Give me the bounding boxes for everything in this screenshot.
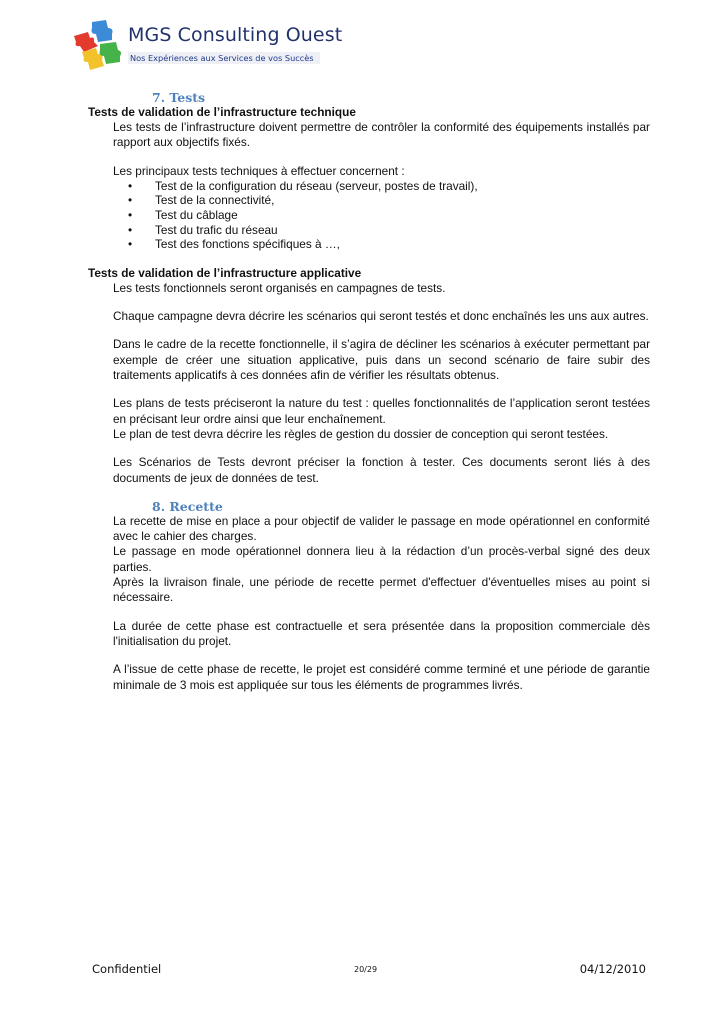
paragraph: Les tests fonctionnels seront organisés en campagnes de tests. (113, 280, 446, 295)
list-item: • Test de la configuration du réseau (serveur, postes de travail), (128, 178, 478, 193)
paragraph: Les Scénarios de Tests devront préciser la fonction à tester. Ces documents seront liés à des documents de jeux de données de test. (113, 455, 650, 485)
paragraph: A l’issue de cette phase de recette, le projet est considéré comme terminé et une période de garantie minimale de 3 mois est appliquée sur tous les éléments de programmes livrés. (113, 662, 650, 692)
section-heading-tests: 7. Tests (152, 90, 206, 105)
paragraph: Les principaux tests techniques à effectuer concernent : (113, 163, 405, 178)
bullet-icon: • (128, 222, 133, 237)
bullet-icon: • (128, 208, 133, 223)
page-header (68, 16, 468, 72)
subheading-infra-applicative: Tests de validation de l’infrastructure applicative (88, 265, 362, 280)
paragraph: Les tests de l’infrastructure doivent permettre de contrôler la conformité des équipements installés par rapport aux objectifs fixés. (113, 120, 650, 150)
brand-name: MGS Consulting Ouest (128, 24, 343, 46)
paragraph: La durée de cette phase est contractuelle et sera présentée dans la proposition commerciale dès l'initialisation du projet. (113, 618, 650, 648)
paragraph: Le passage en mode opérationnel donnera lieu à la rédaction d’un procès-verbal signé des deux parties. (113, 544, 650, 574)
list-item: • Test de la connectivité, (128, 193, 275, 208)
section-heading-recette: 8. Recette (152, 498, 223, 514)
page-footer (92, 962, 646, 978)
paragraph: Le plan de test devra décrire les règles de gestion du dossier de conception qui seront testées. (113, 426, 609, 441)
paragraph: Après la livraison finale, une période de recette permet d'effectuer d'éventuelles mises au point si nécessaire. (113, 575, 650, 605)
page-number: 20/29 (354, 965, 378, 974)
paragraph: Dans le cadre de la recette fonctionnelle, il s’agira de décliner les scénarios à exécuter permettant par exemple de créer une situation applicative, puis dans un second scénario de faire subir des traitements applicatifs à ces données afin de vérifier les résultats obtenus. (113, 337, 650, 383)
bullet-icon: • (128, 237, 133, 252)
paragraph: Chaque campagne devra décrire les scénarios qui seront testés et donc enchaînés les uns aux autres. (113, 309, 649, 324)
bullet-icon: • (128, 193, 133, 208)
bullet-icon: • (128, 178, 133, 193)
list-item: • Test des fonctions spécifiques à …, (128, 237, 340, 252)
list-item: • Test du trafic du réseau (128, 222, 278, 237)
confidential-label: Confidentiel (92, 962, 162, 976)
list-item: • Test du câblage (128, 208, 238, 223)
bullet-list (113, 179, 650, 252)
paragraph: Les plans de tests préciseront la nature du test : quelles fonctionnalités de l’application seront testées en précisant leur ordre ainsi que leur enchaînement. (113, 396, 650, 426)
puzzle-logo-icon (68, 16, 124, 72)
document-date: 04/12/2010 (579, 962, 646, 976)
brand-tagline: Nos Expériences aux Services de vos Succès (128, 52, 320, 64)
document-body (88, 90, 650, 706)
paragraph: La recette de mise en place a pour objectif de valider le passage en mode opérationnel en conformité avec le cahier des charges. (113, 513, 650, 544)
subheading-infra-technique: Tests de validation de l’infrastructure technique (88, 105, 356, 119)
